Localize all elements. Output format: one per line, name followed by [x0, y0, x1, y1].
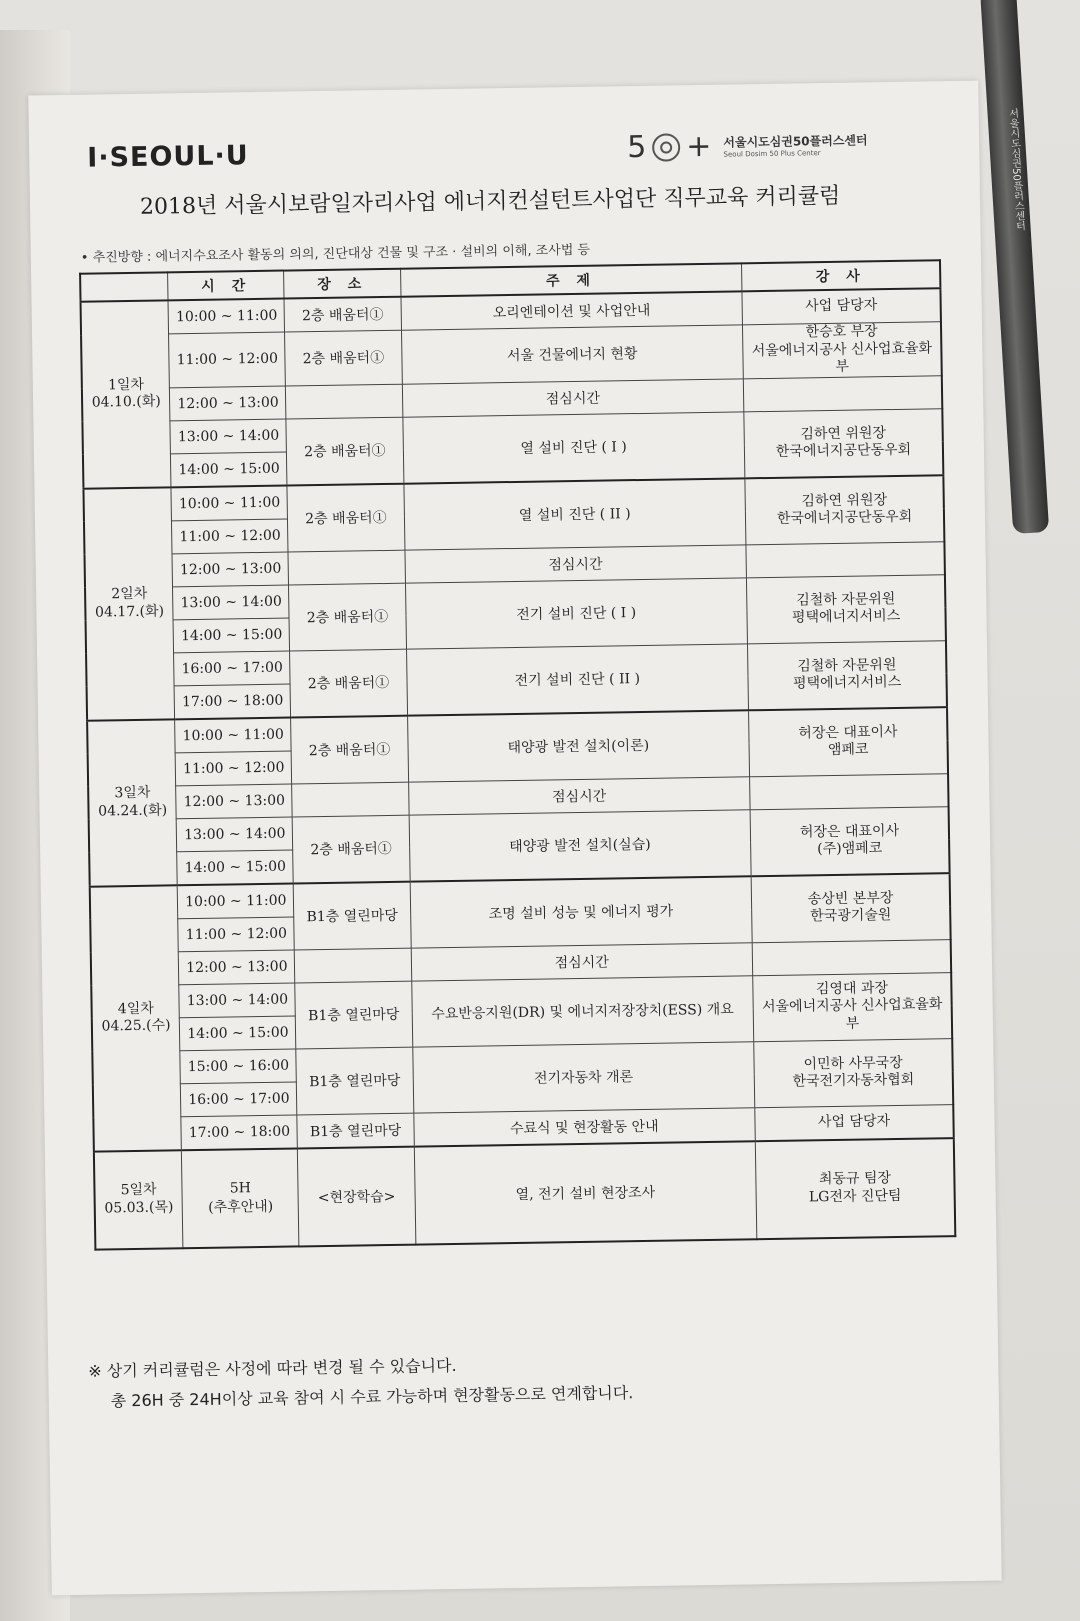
header-day [80, 272, 168, 301]
topic-cell: 점심시간 [408, 776, 750, 814]
header-instructor: 강 사 [742, 260, 941, 291]
place-cell: B1층 열린마당 [294, 881, 411, 949]
instructor-cell: 최동규 팀장 LG전자 진단팀 [755, 1138, 955, 1239]
time-cell: 10:00 ~ 11:00 [178, 883, 295, 918]
day-label: 4일차 [117, 1000, 154, 1017]
place-cell: 2층 배움터① [289, 583, 406, 651]
time-cell: 14:00 ~ 15:00 [173, 618, 290, 653]
place-cell: B1층 열린마당 [295, 981, 412, 1049]
place-cell: 2층 배움터① [286, 417, 403, 485]
instructor-cell [743, 375, 942, 411]
time-cell: 14:00 ~ 15:00 [180, 1015, 297, 1050]
iseoulu-logo: I·SEOUL·U [87, 140, 249, 174]
instructor-cell: 김하연 위원장 한국에너지공단동우회 [745, 475, 944, 545]
day-date: 04.17.(화) [94, 602, 165, 621]
time-cell: 17:00 ~ 18:00 [174, 684, 291, 719]
place-cell: B1층 열린마당 [296, 1047, 413, 1115]
time-cell: 13:00 ~ 14:00 [173, 585, 290, 620]
day-label: 2일차 [111, 585, 148, 603]
time-cell: 12:00 ~ 13:00 [176, 783, 293, 818]
time-cell: 15:00 ~ 16:00 [180, 1048, 297, 1083]
header-place: 장 소 [284, 269, 400, 299]
footnotes [88, 1348, 633, 1417]
instructor-cell: 김철하 자문위원 평택에너지서비스 [746, 574, 945, 643]
instructor-cell [746, 541, 945, 577]
table-row [94, 1138, 955, 1249]
topic-cell: 오리엔테이션 및 사업안내 [400, 291, 742, 330]
time-cell: 5H (추후안내) [182, 1148, 300, 1248]
topic-cell: 태양광 발전 설치(실습) [409, 809, 752, 881]
topic-cell: 전기자동차 개론 [412, 1041, 755, 1112]
logo-ring-icon [652, 133, 680, 161]
footnote-1: ※ 상기 커리큘럼은 사정에 따라 변경 될 수 있습니다. [88, 1355, 457, 1381]
header-topic: 주 제 [400, 263, 742, 296]
pen-label: 서울시도심권50플러스센터 [1006, 107, 1025, 232]
logo-plus: + [685, 128, 712, 165]
topic-cell: 전기 설비 진단 ( II ) [406, 643, 749, 715]
time-cell: 16:00 ~ 17:00 [174, 651, 291, 686]
topic-cell: 열, 전기 설비 현장조사 [414, 1141, 757, 1244]
time-cell: 10:00 ~ 11:00 [168, 299, 285, 334]
instructor-cell: 허장은 대표이사 (주)앰페코 [750, 806, 949, 876]
topic-cell: 점심시간 [404, 544, 746, 582]
place-cell [292, 782, 409, 817]
header-time: 시 간 [168, 271, 284, 301]
topic-cell: 서울 건물에너지 현황 [401, 325, 743, 384]
day-date: 04.10.(화) [91, 393, 161, 411]
logo-korean: 서울시도심권50플러스센터 [723, 133, 868, 150]
place-cell [295, 948, 412, 983]
topic-cell: 전기 설비 진단 ( I ) [405, 577, 748, 648]
time-cell: 16:00 ~ 17:00 [181, 1081, 298, 1116]
place-cell: <현장학습> [298, 1146, 416, 1246]
day-cell [90, 885, 182, 1151]
place-cell: 2층 배움터① [291, 715, 408, 783]
day-cell [81, 300, 172, 488]
topic-cell: 점심시간 [411, 942, 753, 980]
instructor-cell: 송상빈 본부장 한국광기술원 [751, 873, 950, 943]
curriculum-table [79, 259, 956, 1250]
time-cell: 13:00 ~ 14:00 [170, 419, 287, 454]
instructor-cell: 허장은 대표이사 앰페코 [749, 707, 948, 777]
time-cell: 10:00 ~ 11:00 [175, 717, 292, 752]
time-cell: 10:00 ~ 11:00 [171, 485, 288, 520]
place-cell: 2층 배움터① [293, 815, 410, 883]
instructor-cell: 김영대 과장 서울에너지공사 신사업효율화부 [753, 972, 952, 1041]
instructor-cell: 사업 담당자 [755, 1104, 954, 1141]
day-label: 1일차 [107, 376, 145, 394]
50plus-logo [627, 126, 868, 165]
day-date: 05.03.(목) [104, 1198, 174, 1216]
day-cell [94, 1150, 183, 1249]
place-cell [286, 384, 403, 419]
pen [980, 0, 1049, 534]
instructor-cell: 사업 담당자 [742, 288, 941, 325]
topic-cell: 열 설비 진단 ( II ) [403, 478, 746, 550]
instructor-cell: 한승호 부장 서울에너지공사 신사업효율화부 [743, 322, 942, 379]
instructor-cell: 김철하 자문위원 평택에너지서비스 [748, 640, 947, 710]
instructor-cell [750, 773, 949, 809]
logo-text [723, 131, 868, 158]
instructor-cell: 김하연 위원장 한국에너지공단동우회 [744, 408, 943, 478]
time-cell: 11:00 ~ 12:00 [172, 519, 289, 554]
place-cell: B1층 열린마당 [297, 1113, 414, 1148]
time-cell: 12:00 ~ 13:00 [170, 386, 287, 421]
place-cell: 2층 배움터① [290, 649, 407, 717]
place-cell [288, 550, 405, 585]
topic-cell: 열 설비 진단 ( I ) [402, 411, 745, 483]
day-label: 3일차 [114, 784, 151, 802]
day-cell [83, 487, 175, 720]
logo-five: 5 [626, 129, 647, 166]
day-date: 04.25.(수) [101, 1017, 171, 1035]
document-page [28, 81, 1001, 1596]
logo-english: Seoul Dosim 50 Plus Center [723, 149, 821, 159]
time-cell: 14:00 ~ 15:00 [177, 849, 294, 884]
direction-note: • 추진방향 : 에너지수요조사 활동의 의의, 진단대상 건물 및 구조 · 설비의 이해, 조사법 등 [80, 242, 591, 266]
topic-cell: 수요반응지원(DR) 및 에너지저장장치(ESS) 개요 [411, 975, 754, 1046]
instructor-cell: 이민하 사무국장 한국전기자동차협회 [754, 1038, 953, 1107]
time-cell: 11:00 ~ 12:00 [178, 916, 295, 951]
instructor-cell [752, 939, 951, 975]
day-cell [87, 719, 177, 886]
time-cell: 17:00 ~ 18:00 [181, 1114, 298, 1149]
place-cell: 2층 배움터① [287, 483, 404, 551]
time-cell: 12:00 ~ 13:00 [179, 949, 296, 984]
place-cell: 2층 배움터① [285, 330, 402, 385]
topic-cell: 점심시간 [402, 378, 744, 416]
time-cell: 12:00 ~ 13:00 [172, 552, 289, 587]
time-cell: 13:00 ~ 14:00 [177, 816, 294, 851]
time-cell: 14:00 ~ 15:00 [171, 452, 288, 487]
time-cell: 11:00 ~ 12:00 [169, 332, 286, 387]
time-cell: 13:00 ~ 14:00 [179, 982, 296, 1017]
time-cell: 11:00 ~ 12:00 [175, 750, 292, 785]
topic-cell: 수료식 및 현장활동 안내 [413, 1107, 755, 1146]
day-label: 5일차 [120, 1181, 157, 1199]
topic-cell: 태양광 발전 설치(이론) [407, 710, 750, 782]
place-cell: 2층 배움터① [284, 297, 401, 332]
footnote-2: 총 26H 중 24H이상 교육 참여 시 수료 가능하며 현장활동으로 연계합니다. [110, 1383, 634, 1411]
page-title: 2018년 서울시보람일자리사업 에너지컨설턴트사업단 직무교육 커리큘럼 [139, 183, 841, 220]
topic-cell: 조명 설비 성능 및 에너지 평가 [410, 876, 753, 948]
day-date: 04.24.(화) [98, 801, 168, 820]
